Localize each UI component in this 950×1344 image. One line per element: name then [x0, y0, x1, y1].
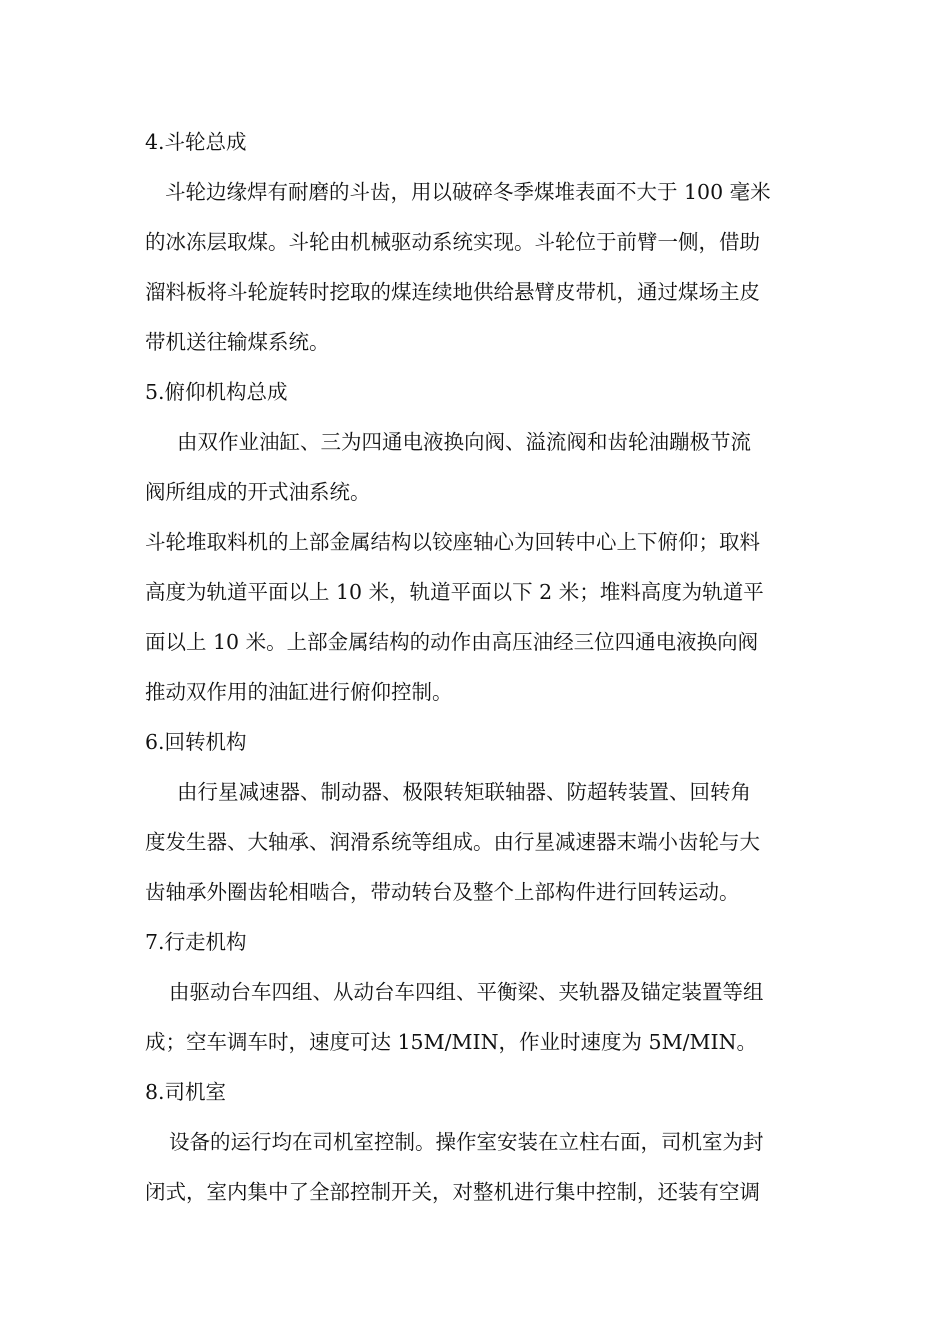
paragraph-line: 面以上 10 米。上部金属结构的动作由高压油经三位四通电液换向阀 — [145, 630, 759, 654]
paragraph-line: 由双作业油缸、三为四通电液换向阀、溢流阀和齿轮油蹦极节流 — [177, 430, 751, 454]
paragraph-line: 度发生器、大轴承、润滑系统等组成。由行星减速器末端小齿轮与大 — [145, 830, 760, 854]
paragraph-line: 闭式，室内集中了全部控制开关，对整机进行集中控制，还装有空调 — [145, 1180, 760, 1204]
paragraph-line: 设备的运行均在司机室控制。操作室安装在立柱右面，司机室为封 — [169, 1130, 764, 1154]
paragraph-line: 推动双作用的油缸进行俯仰控制。 — [145, 680, 453, 704]
paragraph-line: 斗轮边缘焊有耐磨的斗齿，用以破碎冬季煤堆表面不大于 100 毫米 — [165, 180, 771, 204]
paragraph-line: 的冰冻层取煤。斗轮由机械驱动系统实现。斗轮位于前臂一侧，借助 — [145, 230, 760, 254]
paragraph-line: 阀所组成的开式油系统。 — [145, 480, 371, 504]
section-heading-travel: 7.行走机构 — [145, 930, 247, 954]
section-heading-luffing: 5.俯仰机构总成 — [145, 380, 288, 404]
paragraph-line: 由驱动台车四组、从动台车四组、平衡梁、夹轨器及锚定装置等组 — [169, 980, 764, 1004]
paragraph-line: 齿轴承外圈齿轮相啮合，带动转台及整个上部构件进行回转运动。 — [145, 880, 740, 904]
section-heading-slewing: 6.回转机构 — [145, 730, 247, 754]
paragraph-line: 成；空车调车时，速度可达 15M/MIN，作业时速度为 5M/MIN。 — [145, 1030, 758, 1054]
paragraph-line: 带机送往输煤系统。 — [145, 330, 330, 354]
paragraph-line: 由行星减速器、制动器、极限转矩联轴器、防超转装置、回转角 — [177, 780, 751, 804]
paragraph-line: 斗轮堆取料机的上部金属结构以铰座轴心为回转中心上下俯仰；取料 — [145, 530, 760, 554]
document-page — [145, 117, 810, 1217]
paragraph-line: 溜料板将斗轮旋转时挖取的煤连续地供给悬臂皮带机，通过煤场主皮 — [145, 280, 760, 304]
paragraph-line: 高度为轨道平面以上 10 米，轨道平面以下 2 米；堆料高度为轨道平 — [145, 580, 764, 604]
section-heading-cab: 8.司机室 — [145, 1080, 227, 1104]
section-heading-bucket-wheel: 4.斗轮总成 — [145, 130, 247, 154]
